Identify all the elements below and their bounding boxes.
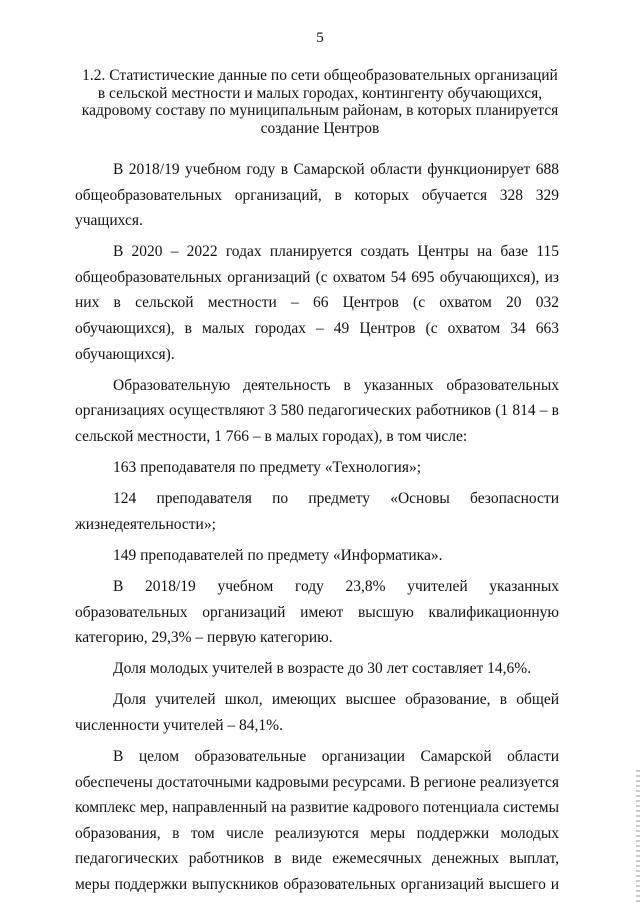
paragraph-young-teachers: Доля молодых учителей в возрасте до 30 лет составляет 14,6%. [113,660,532,678]
paragraph-staff-resources: В целом образовательные организации Самарской области обеспечены достаточными кадровыми ресурсами. В регионе реализуется комплекс мер, направленный на развитие кадрового потенциала системы образования, в том числе реализуются меры поддержки молодых педагогических работников в виде ежемесячных денежных выплат, меры поддержки выпускников образовательных организаций высшего и [75,747,559,893]
paragraph-technology-teachers: 163 преподавателя по предмету «Технология»; [113,459,422,477]
document-body [75,157,559,903]
scan-edge-artifact [636,770,640,905]
heading-line: создание Центров [260,119,380,137]
page-number: 5 [316,30,324,46]
paragraph-higher-education: Доля учителей школ, имеющих высшее образование, в общей численности учителей – 84,1%. [75,691,559,734]
paragraph-teachers-total: Образовательную деятельность в указанных образовательных организациях осуществляют 3 580 педагогических работников (1 814 – в сельской местности, 1 766 – в малых городах), в том числе: [75,376,559,445]
paragraph-centers-plan: В 2020 – 2022 годах планируется создать Центры на базе 115 общеобразовательных организаций (с охватом 54 695 обучающихся), из них в сельской местности – 66 Центров (с охватом 20 032 обучающихся), в малых городах – 49 Центров (с охватом 34 663 обучающихся). [75,243,559,363]
paragraph-safety-teachers: 124 преподавателя по предмету «Основы безопасности жизнедеятельности»; [75,490,559,533]
paragraph-qualification: В 2018/19 учебном году 23,8% учителей указанных образовательных организаций имеют высшую квалификационную категорию, 29,3% – первую категорию. [75,577,559,647]
heading-line: в сельской местности и малых городах, контингенту обучающихся, [97,84,543,102]
paragraph-informatics-teachers: 149 преподавателей по предмету «Информатика». [113,546,443,564]
paragraph-schools-count: В 2018/19 учебном году в Самарской области функционирует 688 общеобразовательных организаций, в которых обучается 328 329 учащихся. [75,161,559,230]
heading-line: 1.2. Статистические данные по сети общеобразовательных организаций [82,67,558,84]
section-heading [78,67,562,137]
heading-line: кадровому составу по муниципальным районам, в которых планируется [81,102,559,119]
